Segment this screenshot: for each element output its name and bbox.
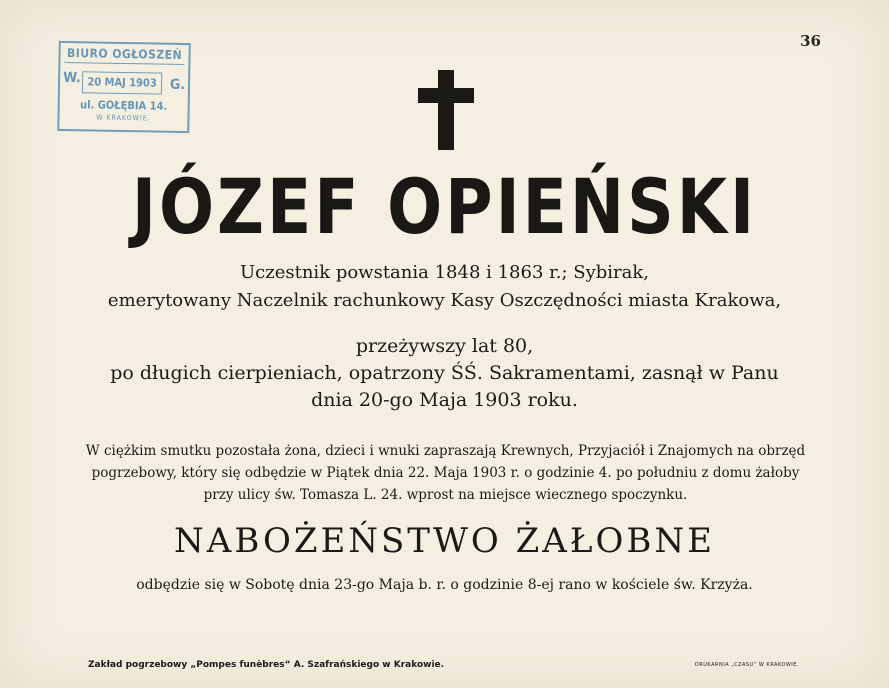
funeral-home-credit: Zakład pogrzebowy „Pompes funèbres“ A. Szafrańskiego w Krakowie. (88, 660, 445, 670)
funeral-invitation: W ciężkim smutku pozostała żona, dzieci i wnuki zapraszają Krewnych, Przyjaciół i Znajomych na obrzęd pogrzebowy, który się odbędzie w Piątek dnia 22. Maja 1903 r. o godzinie 4. po południu z domu żałoby przy ulicy św. Tomasza L. 24. wprost na miejsce wiecznego spoczynku. (85, 443, 806, 503)
description-line-2: emerytowany Naczelnik rachunkowy Kasy Oszczędności miasta Krakowa, (107, 290, 782, 311)
death-line: po długich cierpieniach, opatrzony ŚŚ. Sakramentami, zasnął w Panu (110, 362, 779, 384)
stamp-letter-w: W. (63, 69, 81, 87)
mass-details: odbędzie się w Sobotę dnia 23-go Maja b. r. o godzinie 8-ej rano w kościele św. Krzyża. (136, 577, 753, 593)
age-line: przeżywszy lat 80, (355, 335, 534, 357)
office-stamp (57, 41, 191, 133)
stamp-line-city: W KRAKOWIE. (96, 113, 151, 123)
death-date-line: dnia 20-go Maja 1903 roku. (311, 389, 578, 411)
stamp-line-address: ul. GOŁĘBIA 14. (79, 98, 168, 113)
stamp-date: 20 MAJ 1903 (82, 71, 162, 94)
page-number: 36 (800, 32, 821, 50)
cross-icon (418, 70, 474, 150)
mass-title: NABOŻEŃSTWO ŻAŁOBNE (174, 521, 715, 561)
printer-credit: DRUKARNIA „CZASU“ W KRAKOWIE. (694, 662, 799, 668)
description-line-1: Uczestnik powstania 1848 i 1863 r.; Sybirak, (239, 262, 650, 283)
stamp-letter-g: G. (169, 76, 186, 94)
deceased-name: JÓZEF OPIEŃSKI (131, 162, 758, 252)
stamp-line-office: BIURO OGŁOSZEŃ (64, 46, 184, 65)
